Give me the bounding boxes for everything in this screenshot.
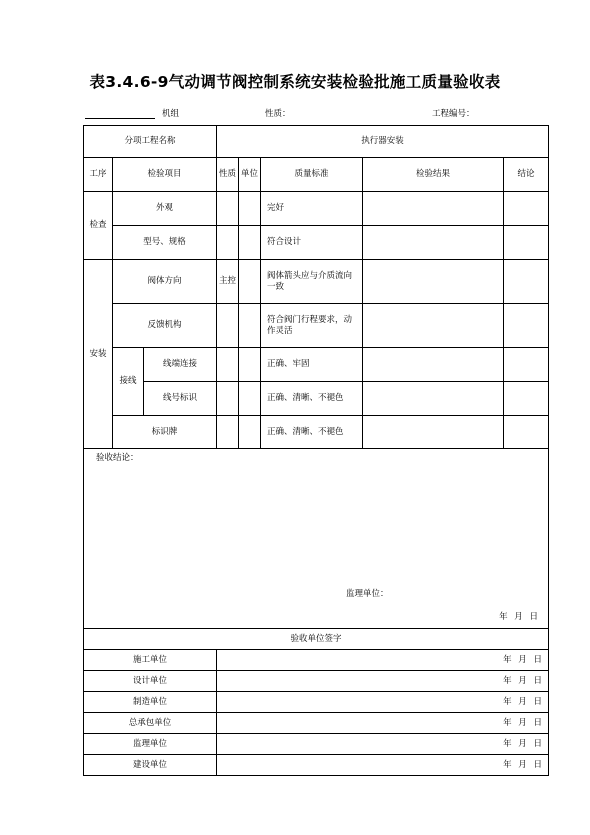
col-result: 检验结果 <box>363 158 504 192</box>
page-title: 表3.4.6-9气动调节阀控制系统安装检验批施工质量验收表 <box>89 73 501 91</box>
nature-cell <box>217 382 239 416</box>
unit-cell <box>239 382 261 416</box>
conclusion-cell[interactable] <box>504 260 549 304</box>
table-row <box>84 348 549 382</box>
signature-unit-label: 建设单位 <box>84 755 217 776</box>
group-install: 安装 <box>84 260 113 449</box>
conclusion-cell[interactable] <box>504 416 549 449</box>
subproject-row <box>84 126 549 158</box>
unit-cell <box>239 348 261 382</box>
signature-unit-label: 总承包单位 <box>84 713 217 734</box>
col-nature: 性质 <box>217 158 239 192</box>
standard-appearance: 完好 <box>261 192 363 226</box>
item-model: 型号、规格 <box>113 226 217 260</box>
result-cell[interactable] <box>363 226 504 260</box>
signature-date[interactable]: 年 月 日 <box>217 671 549 692</box>
nature-cell <box>217 192 239 226</box>
signature-header-row <box>84 629 549 650</box>
table-row <box>84 416 549 449</box>
standard-nameplate: 正确、清晰、不褪色 <box>261 416 363 449</box>
group-inspection: 检查 <box>84 192 113 260</box>
conclusion-cell[interactable] <box>504 192 549 226</box>
signature-unit-label: 施工单位 <box>84 650 217 671</box>
signature-date[interactable]: 年 月 日 <box>217 650 549 671</box>
item-terminal: 线端连接 <box>144 348 217 382</box>
signature-row <box>84 650 549 671</box>
standard-model: 符合设计 <box>261 226 363 260</box>
nature-label: 性质： <box>265 109 291 119</box>
nature-main-control: 主控 <box>217 260 239 304</box>
signature-date[interactable]: 年 月 日 <box>217 755 549 776</box>
unit-label: 机组 <box>162 109 180 119</box>
result-cell[interactable] <box>363 348 504 382</box>
unit-blank-line <box>85 118 155 119</box>
col-process: 工序 <box>84 158 113 192</box>
unit-cell <box>239 260 261 304</box>
item-wire-mark: 线号标识 <box>144 382 217 416</box>
acceptance-row <box>84 449 549 629</box>
item-appearance: 外观 <box>113 192 217 226</box>
acceptance-conclusion-area[interactable] <box>84 449 549 629</box>
result-cell[interactable] <box>363 260 504 304</box>
supervisor-label: 监理单位： <box>346 589 389 599</box>
result-cell[interactable] <box>363 382 504 416</box>
nature-cell <box>217 226 239 260</box>
col-unit: 单位 <box>239 158 261 192</box>
col-standard: 质量标准 <box>261 158 363 192</box>
signature-date[interactable]: 年 月 日 <box>217 692 549 713</box>
standard-valve-direction: 阀体箭头应与介质流向一致 <box>261 260 363 304</box>
table-row <box>84 382 549 416</box>
conclusion-cell[interactable] <box>504 348 549 382</box>
result-cell[interactable] <box>363 304 504 348</box>
conclusion-cell[interactable] <box>504 304 549 348</box>
nature-cell <box>217 348 239 382</box>
column-header-row <box>84 158 549 192</box>
table-row <box>84 304 549 348</box>
group-wiring: 接线 <box>113 348 144 416</box>
signature-unit-label: 制造单位 <box>84 692 217 713</box>
signature-row <box>84 713 549 734</box>
standard-terminal: 正确、牢固 <box>261 348 363 382</box>
signature-row <box>84 671 549 692</box>
nature-cell <box>217 304 239 348</box>
acceptance-label: 验收结论： <box>96 453 139 463</box>
unit-cell <box>239 192 261 226</box>
signature-date[interactable]: 年 月 日 <box>217 734 549 755</box>
item-nameplate: 标识牌 <box>113 416 217 449</box>
signature-unit-label: 监理单位 <box>84 734 217 755</box>
table-row <box>84 260 549 304</box>
conclusion-cell[interactable] <box>504 226 549 260</box>
project-no-label: 工程编号： <box>432 109 475 119</box>
acceptance-date: 年 月 日 <box>499 612 539 622</box>
col-conclusion: 结论 <box>504 158 549 192</box>
result-cell[interactable] <box>363 416 504 449</box>
unit-cell <box>239 226 261 260</box>
standard-wire-mark: 正确、清晰、不褪色 <box>261 382 363 416</box>
inspection-form-table <box>83 125 549 776</box>
unit-cell <box>239 416 261 449</box>
nature-cell <box>217 416 239 449</box>
signature-date[interactable]: 年 月 日 <box>217 713 549 734</box>
subproject-value: 执行器安装 <box>217 126 549 158</box>
result-cell[interactable] <box>363 192 504 226</box>
signature-row <box>84 755 549 776</box>
conclusion-cell[interactable] <box>504 382 549 416</box>
table-row <box>84 192 549 226</box>
signature-row <box>84 692 549 713</box>
standard-feedback: 符合阀门行程要求，动作灵活 <box>261 304 363 348</box>
signature-header: 验收单位签字 <box>84 629 549 650</box>
item-valve-direction: 阀体方向 <box>113 260 217 304</box>
col-item: 检验项目 <box>113 158 217 192</box>
table-row <box>84 226 549 260</box>
signature-unit-label: 设计单位 <box>84 671 217 692</box>
item-feedback: 反馈机构 <box>113 304 217 348</box>
unit-cell <box>239 304 261 348</box>
signature-row <box>84 734 549 755</box>
subproject-label: 分项工程名称 <box>84 126 217 158</box>
